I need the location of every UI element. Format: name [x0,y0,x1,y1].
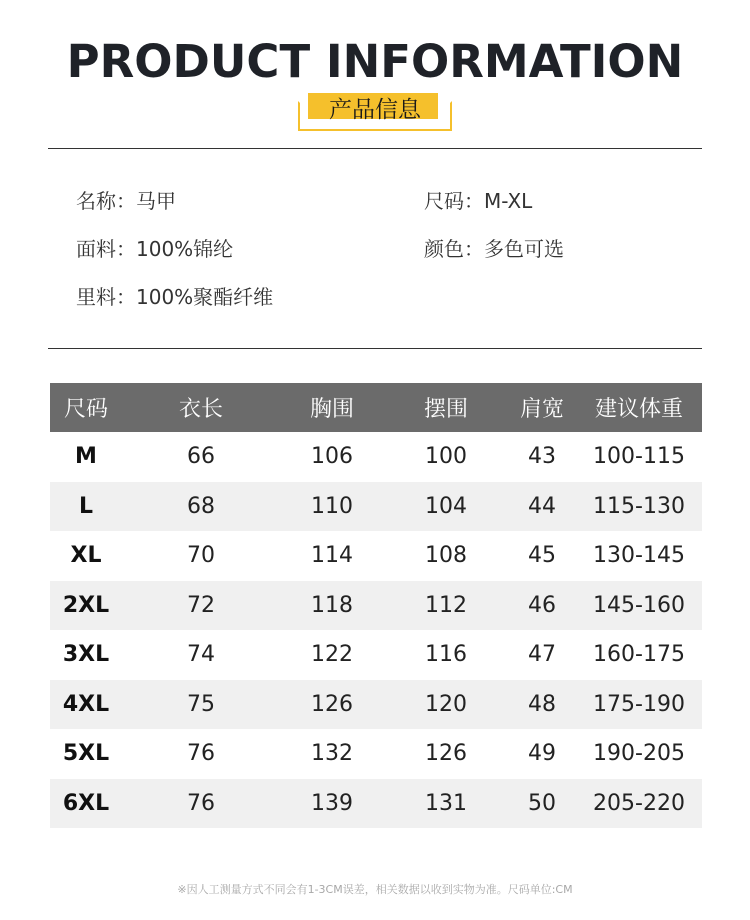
table-cell: 132 [311,741,353,767]
table-cell: 48 [508,680,576,730]
table-cell: 116 [425,642,467,668]
table-cell: 76 [122,779,280,829]
table-body [50,432,702,828]
table-row [50,680,702,730]
info-fabric: 面料：100%锦纶 [76,237,234,261]
table-cell: 44 [508,482,576,532]
table-row [50,779,702,829]
table-cell: 115-130 [576,482,702,532]
table-row [50,432,702,482]
table-cell: 205-220 [576,779,702,829]
table-cell: 100-115 [593,444,685,470]
size-cell: 3XL [62,642,110,668]
column-header: 摆围 [384,383,508,432]
page-title: PRODUCT INFORMATION [66,35,684,88]
top-divider [48,148,702,149]
info-color: 颜色：多色可选 [424,237,564,261]
table-cell: 43 [528,444,556,470]
table-cell: 130-145 [593,543,685,569]
table-cell: 114 [311,543,353,569]
table-cell: 126 [425,741,467,767]
middle-divider [48,348,702,349]
size-cell: L [50,482,122,532]
table-cell: 122 [311,642,353,668]
table-cell: 47 [528,642,556,668]
table-cell: 131 [384,779,508,829]
table-cell: 126 [280,680,384,730]
column-header: 衣长 [122,383,280,432]
table-cell: 46 [508,581,576,631]
size-chart-table [50,383,702,828]
table-cell: 74 [187,642,215,668]
column-header: 胸围 [280,383,384,432]
table-cell: 75 [122,680,280,730]
table-cell: 112 [384,581,508,631]
table-row [50,581,702,631]
size-cell: 4XL [50,680,122,730]
table-cell: 139 [280,779,384,829]
column-header: 尺码 [50,383,122,432]
table-cell: 104 [384,482,508,532]
table-cell: 160-175 [593,642,685,668]
size-cell: 5XL [62,741,110,767]
table-cell: 49 [528,741,556,767]
size-cell: 2XL [50,581,122,631]
size-cell: M [75,444,97,470]
badge-label: 产品信息 [329,97,421,123]
table-cell: 108 [425,543,467,569]
table-cell: 120 [384,680,508,730]
table-cell: 45 [528,543,556,569]
info-lining: 里料：100%聚酯纤维 [76,285,274,309]
column-header: 肩宽 [508,383,576,432]
table-cell: 110 [280,482,384,532]
table-cell: 76 [187,741,215,767]
table-cell: 72 [122,581,280,631]
info-name: 名称：马甲 [76,189,176,213]
table-header-row [50,383,702,432]
info-size: 尺码：M-XL [424,189,533,213]
size-cell: 6XL [50,779,122,829]
table-cell: 106 [311,444,353,470]
table-row [50,531,702,581]
column-header: 建议体重 [576,383,702,432]
size-cell: XL [70,543,102,569]
table-cell: 100 [425,444,467,470]
table-cell: 145-160 [576,581,702,631]
table-row [50,630,702,680]
section-badge [298,93,452,131]
table-row [50,729,702,779]
table-cell: 70 [187,543,215,569]
table-cell: 66 [187,444,215,470]
table-row [50,482,702,532]
table-cell: 190-205 [593,741,685,767]
table-cell: 50 [508,779,576,829]
table-cell: 118 [280,581,384,631]
table-cell: 175-190 [576,680,702,730]
table-cell: 68 [122,482,280,532]
measurement-note: ※因人工测量方式不同会有1-3CM误差，相关数据以收到实物为准。尺码单位:CM [177,883,573,896]
